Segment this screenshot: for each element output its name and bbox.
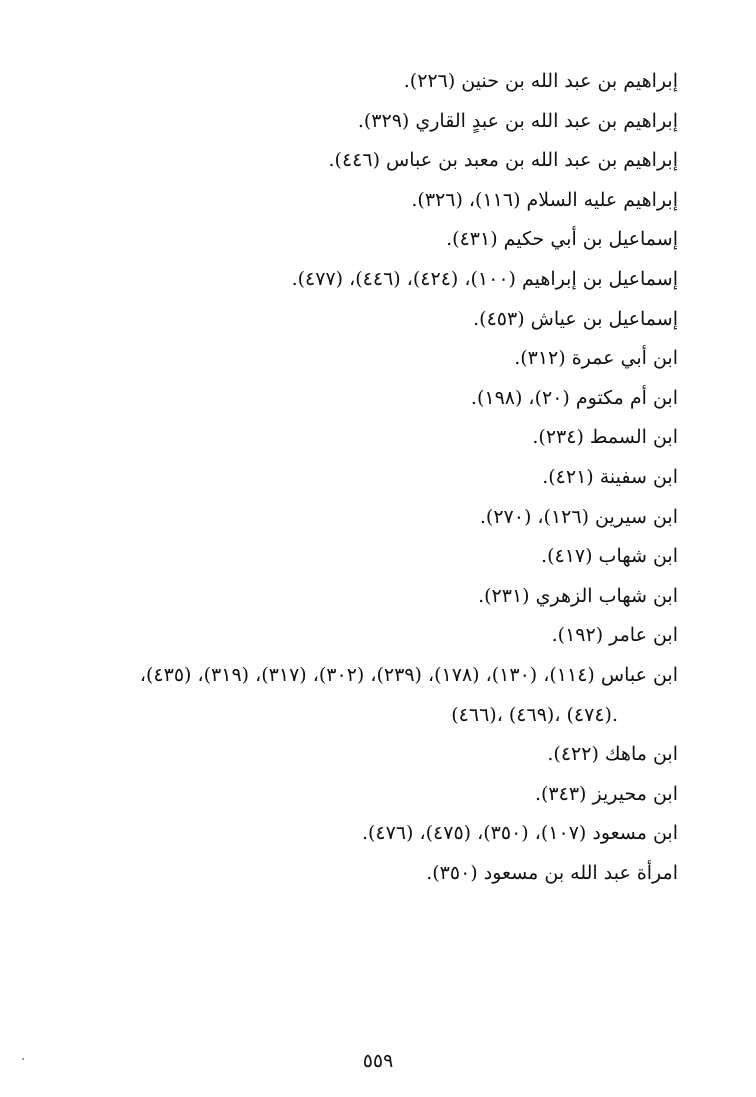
index-entry: إسماعيل بن إبراهيم (١٠٠)، (٤٢٤)، (٤٤٦)، (٤٧٧). — [291, 267, 678, 290]
index-entry: إبراهيم بن عبد الله بن حنين (٢٢٦). — [403, 70, 678, 92]
index-entry: ابن سفينة (٤٢١). — [542, 465, 678, 488]
index-entry: ابن سيرين (١٢٦)، (٢٧٠). — [479, 505, 678, 528]
index-entry: ابن محيريز (٣٤٣). — [534, 782, 678, 805]
index-entry: إسماعيل بن أبي حكيم (٤٣١). — [446, 228, 678, 251]
index-entry: ابن عباس (١١٤)، (١٣٠)، (١٧٨)، (٢٣٩)، (٣٠٢)، (٣١٧)، (٣١٩)، (٤٣٥)، — [139, 663, 678, 686]
page-number: ٥٥٩ — [362, 1050, 394, 1072]
index-entry: إبراهيم عليه السلام (١١٦)، (٣٢٦). — [411, 188, 678, 211]
index-entries — [58, 62, 678, 893]
index-entry: ابن شهاب الزهري (٢٣١). — [478, 584, 678, 607]
index-entry: إسماعيل بن عياش (٤٥٣). — [473, 307, 678, 330]
index-entry-continuation: (٤٦٦)، (٤٦٩)، (٤٧٤). — [451, 703, 618, 726]
index-entry: ابن السمط (٢٣٤). — [532, 426, 678, 449]
index-entry: ابن أبي عمرة (٣١٢). — [514, 347, 678, 370]
index-entry: ابن أم مكتوم (٢٠)، (١٩٨). — [470, 386, 678, 409]
index-entry: ابن عامر (١٩٢). — [551, 624, 678, 647]
index-entry: إبراهيم بن عبد الله بن عبدٍ القاري (٣٢٩). — [357, 109, 678, 132]
margin-mark — [22, 1058, 24, 1060]
index-entry: ابن مسعود (١٠٧)، (٣٥٠)، (٤٧٥)، (٤٧٦). — [361, 822, 678, 845]
index-entry: امرأة عبد الله بن مسعود (٣٥٠). — [426, 861, 678, 884]
index-entry: ابن شهاب (٤١٧). — [541, 545, 678, 568]
index-entry: ابن ماهك (٤٢٢). — [547, 743, 678, 766]
index-entry: إبراهيم بن عبد الله بن معبد بن عباس (٤٤٦). — [328, 149, 678, 172]
